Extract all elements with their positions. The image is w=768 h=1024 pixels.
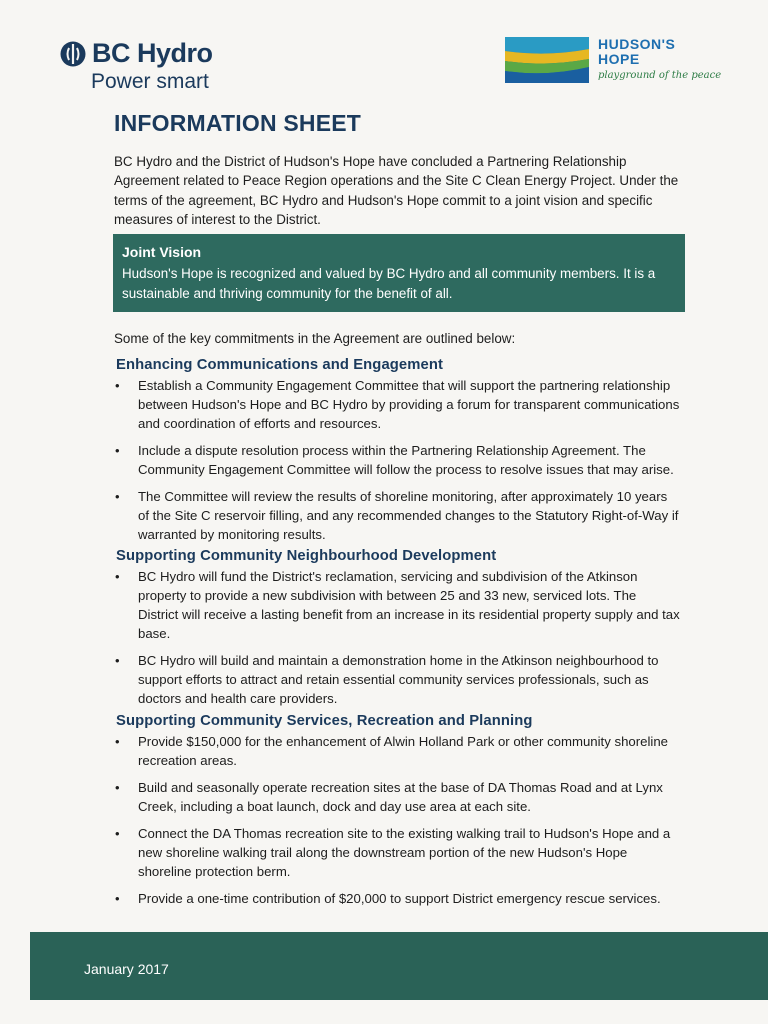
- hudsons-hope-name-line1: HUDSON'S: [598, 36, 676, 52]
- list-item: [114, 651, 680, 708]
- list-item: [114, 441, 680, 479]
- list-item: [114, 487, 680, 544]
- joint-vision-text: Hudson's Hope is recognized and valued by BC Hydro and all community members. It is a sustainable and thriving community for the benefit of all.: [122, 266, 656, 301]
- bullet-text: Build and seasonally operate recreation sites at the base of DA Thomas Road and at Lynx Creek, including a boat launch, dock and day use area at each site.: [138, 780, 663, 814]
- bullet-list: [114, 376, 680, 544]
- bullet-list: [114, 567, 680, 708]
- bullet-icon: •: [115, 826, 120, 841]
- footer-band: [30, 932, 768, 1000]
- bc-hydro-name: BC Hydro: [92, 38, 213, 68]
- bullet-text: Connect the DA Thomas recreation site to the existing walking trail to Hudson's Hope and a new shoreline walking trail along the downstream portion of the new Hudson's Hope shoreline protection berm.: [138, 826, 671, 879]
- bullet-text: BC Hydro will fund the District's reclamation, servicing and subdivision of the Atkinson property to provide a new subdivision with between 25 and 33 new, serviced lots. The District will receive a lasting benefit from an increase in its residential property supply and tax base.: [138, 569, 680, 641]
- list-item: [114, 889, 680, 908]
- list-item: [114, 567, 680, 643]
- bullet-icon: •: [115, 653, 120, 668]
- section-recreation: [114, 713, 680, 916]
- document-title: INFORMATION SHEET: [114, 110, 362, 136]
- bullet-icon: •: [115, 891, 120, 906]
- footer-date: January 2017: [84, 961, 169, 977]
- bullet-icon: •: [115, 443, 120, 458]
- joint-vision-box: [113, 234, 685, 312]
- bullet-text: BC Hydro will build and maintain a demonstration home in the Atkinson neighbourhood to support efforts to attract and retain essential community services professionals, such as doctors and health care providers.: [138, 653, 659, 706]
- list-item: [114, 732, 680, 770]
- section-heading: Supporting Community Services, Recreation and Planning: [116, 713, 533, 729]
- bullet-text: Include a dispute resolution process within the Partnering Relationship Agreement. The Community Engagement Committee will follow the process to resolve issues that may arise.: [138, 443, 674, 477]
- bc-hydro-tagline: Power smart: [91, 70, 209, 93]
- section-heading: Supporting Community Neighbourhood Development: [116, 548, 497, 564]
- bullet-text: The Committee will review the results of shoreline monitoring, after approximately 10 years of the Site C reservoir filling, and any recommended changes to the Statutory Right-of-Way if warranted by monitoring results.: [138, 489, 679, 542]
- intro-paragraph: BC Hydro and the District of Hudson's Hope have concluded a Partnering Relationship Agreement related to Peace Region operations and the Site C Clean Energy Project. Under the terms of the agreement, BC Hydro and Hudson's Hope commit to a joint vision and specific measures of interest to the District.: [114, 154, 679, 227]
- section-communications: [114, 357, 680, 552]
- commitments-lead: Some of the key commitments in the Agreement are outlined below:: [114, 331, 516, 346]
- bullet-icon: •: [115, 378, 120, 393]
- list-item: [114, 824, 680, 881]
- hudsons-hope-name-line2: HOPE: [598, 51, 640, 67]
- list-item: [114, 376, 680, 433]
- bullet-icon: •: [115, 780, 120, 795]
- hudsons-hope-landscape-icon: [505, 37, 589, 83]
- bullet-text: Provide $150,000 for the enhancement of Alwin Holland Park or other community shoreline recreation areas.: [138, 734, 668, 768]
- joint-vision-title: Joint Vision: [122, 244, 202, 260]
- bullet-list: [114, 732, 680, 908]
- hudsons-hope-slogan: playground of the peace: [598, 70, 722, 81]
- bullet-icon: •: [115, 489, 120, 504]
- bullet-text: Establish a Community Engagement Committee that will support the partnering relationship between Hudson's Hope and BC Hydro by providing a forum for transparent communications and coordination of efforts and resources.: [138, 378, 680, 431]
- section-neighbourhood: [114, 548, 680, 716]
- bullet-icon: •: [115, 569, 120, 584]
- bullet-icon: •: [115, 734, 120, 749]
- list-item: [114, 778, 680, 816]
- hudsons-hope-logo: [505, 37, 721, 83]
- bc-hydro-lightning-icon: [60, 41, 86, 67]
- bullet-text: Provide a one-time contribution of $20,000 to support District emergency rescue services.: [138, 891, 661, 906]
- section-heading: Enhancing Communications and Engagement: [116, 357, 443, 373]
- bc-hydro-logo: [60, 38, 213, 94]
